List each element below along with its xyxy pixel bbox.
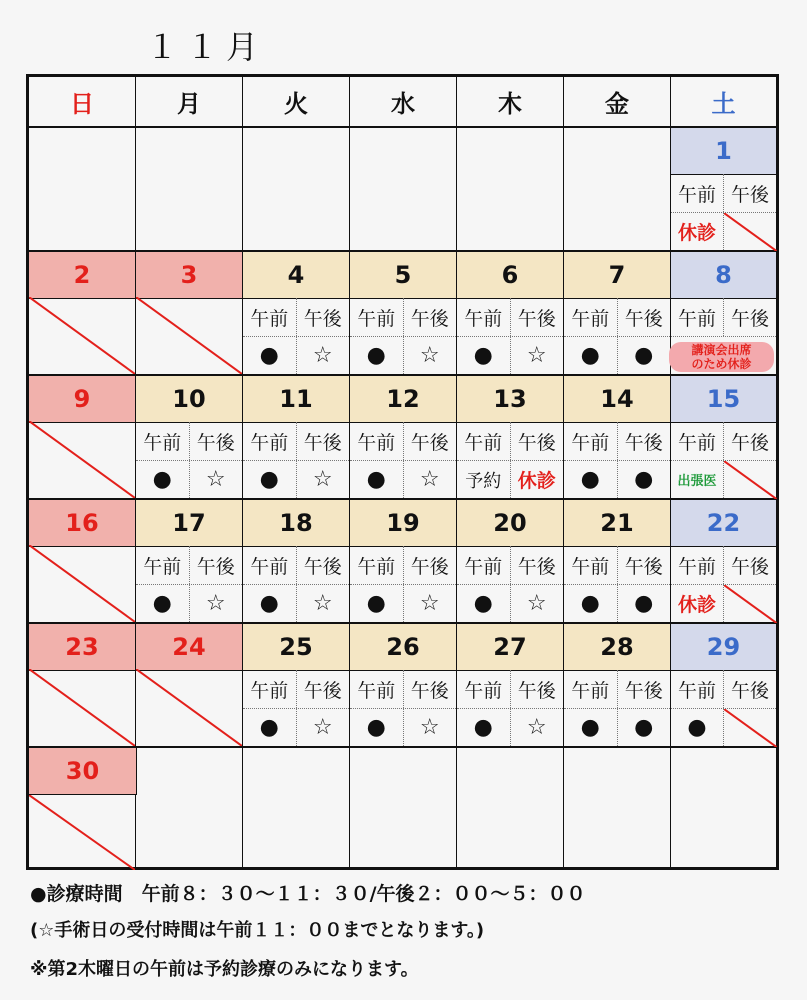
- weekday-header: 月: [136, 77, 243, 128]
- day-cell: [564, 748, 671, 870]
- pm-label: 午後: [624, 555, 663, 578]
- surgery-day-note: (☆手術日の受付時間は午前１１：００までとなります。): [30, 920, 485, 941]
- day-cell: [29, 748, 136, 870]
- day-cell: [350, 500, 457, 624]
- am-label: 午前: [350, 298, 404, 336]
- day-number: 29: [671, 624, 776, 671]
- am-status: ●: [350, 337, 404, 374]
- am-pm-labels: [671, 670, 776, 709]
- day-cell: [29, 128, 136, 252]
- pm-status: [724, 461, 776, 498]
- am-status: ●: [350, 461, 404, 498]
- day-cell: [243, 128, 350, 252]
- day-number: 27: [457, 624, 563, 671]
- pm-label: 午後: [517, 431, 556, 454]
- am-pm-labels: [136, 546, 242, 585]
- am-status: ●: [457, 585, 511, 622]
- day-cell: [350, 252, 457, 376]
- clinic-hours: ●診療時間 午前８：３０～１１：３０/午後２：００～５：００: [30, 883, 586, 905]
- diagonal-line: [724, 461, 777, 499]
- day-cell: [350, 748, 457, 870]
- day-number: 22: [671, 500, 776, 547]
- day-cell: [457, 376, 564, 500]
- am-status: 休診: [671, 213, 724, 250]
- pm-label: 午後: [410, 679, 449, 702]
- day-cell: [457, 252, 564, 376]
- status-row: [457, 461, 563, 498]
- day-cell: [457, 624, 564, 748]
- pm-status: ☆: [312, 343, 333, 368]
- diagonal-line: [29, 795, 135, 870]
- am-label: 午前: [243, 670, 297, 708]
- day-cell: [136, 748, 243, 870]
- am-label: 午前: [350, 670, 404, 708]
- pm-label: 午後: [196, 555, 235, 578]
- am-status: ●: [136, 585, 190, 622]
- am-status: ●: [564, 337, 618, 374]
- am-status: ●: [243, 585, 297, 622]
- status-row: [350, 461, 456, 498]
- am-pm-labels: [671, 174, 776, 213]
- pm-label: 午後: [730, 679, 769, 702]
- status-row: [671, 709, 776, 746]
- day-cell: [350, 128, 457, 252]
- am-label: 午前: [136, 422, 190, 460]
- pm-label: 午後: [517, 555, 556, 578]
- diagonal-line: [29, 297, 135, 374]
- status-row: [671, 337, 776, 374]
- status-row: [136, 461, 242, 498]
- am-status: ●: [243, 461, 297, 498]
- am-status: 予約: [457, 461, 511, 498]
- day-cell: [350, 376, 457, 500]
- status-row: [136, 585, 242, 622]
- am-pm-labels: [457, 422, 563, 461]
- pm-status: ☆: [312, 591, 333, 616]
- day-number: 23: [29, 624, 135, 671]
- am-pm-labels: [564, 546, 670, 585]
- pm-label: 午後: [624, 431, 663, 454]
- am-pm-labels: [350, 670, 456, 709]
- am-status: ●: [243, 337, 297, 374]
- am-pm-labels: [350, 422, 456, 461]
- day-cell: [457, 748, 564, 870]
- day-number: 4: [243, 252, 349, 299]
- am-label: 午前: [457, 546, 511, 584]
- day-cell: [29, 500, 136, 624]
- am-status: ●: [457, 709, 511, 746]
- am-label: 午前: [243, 422, 297, 460]
- status-row: [350, 585, 456, 622]
- pm-label: 午後: [303, 679, 342, 702]
- am-pm-labels: [671, 422, 776, 461]
- day-number: 17: [136, 500, 242, 547]
- am-label: 午前: [564, 422, 618, 460]
- pm-status: ☆: [526, 343, 547, 368]
- day-number: 11: [243, 376, 349, 423]
- closed-diagonal: [29, 795, 135, 870]
- am-status: ●: [350, 709, 404, 746]
- day-number: 24: [136, 624, 242, 671]
- day-cell: [564, 624, 671, 748]
- am-status: ●: [457, 337, 511, 374]
- day-cell: [671, 500, 776, 624]
- am-status: ●: [350, 585, 404, 622]
- status-row: [457, 709, 563, 746]
- status-row: [457, 585, 563, 622]
- day-cell: [136, 376, 243, 500]
- status-row: [564, 461, 670, 498]
- day-number: 12: [350, 376, 456, 423]
- pm-status: ☆: [526, 591, 547, 616]
- am-label: 午前: [671, 174, 724, 212]
- status-row: [671, 585, 776, 622]
- pm-label: 午後: [624, 679, 663, 702]
- day-cell: [671, 748, 776, 870]
- pm-status: ☆: [312, 467, 333, 492]
- am-label: 午前: [564, 298, 618, 336]
- day-cell: [29, 376, 136, 500]
- pm-label: 午後: [410, 431, 449, 454]
- pm-label: 午後: [303, 307, 342, 330]
- day-number: 8: [671, 252, 776, 299]
- am-label: 午前: [243, 546, 297, 584]
- am-label: 午前: [671, 422, 724, 460]
- pm-status: ☆: [526, 715, 547, 740]
- am-label: 午前: [564, 670, 618, 708]
- closed-diagonal: [29, 669, 135, 746]
- diagonal-line: [136, 297, 242, 374]
- am-pm-labels: [243, 546, 349, 585]
- weekday-header: 金: [564, 77, 671, 128]
- pm-label: 午後: [410, 555, 449, 578]
- pm-status: ●: [634, 591, 654, 616]
- thursday-note: ※第2木曜日の午前は予約診療のみになります。: [30, 959, 419, 980]
- pm-status: 休診: [517, 470, 556, 492]
- pm-status: ●: [634, 715, 654, 740]
- am-label: 午前: [136, 546, 190, 584]
- day-cell: [564, 500, 671, 624]
- diagonal-line: [136, 669, 242, 746]
- am-pm-labels: [564, 422, 670, 461]
- am-label: 午前: [350, 422, 404, 460]
- day-cell: [136, 252, 243, 376]
- pm-label: 午後: [303, 555, 342, 578]
- status-row: [350, 337, 456, 374]
- pm-label: 午後: [730, 183, 769, 206]
- day-number: 14: [564, 376, 670, 423]
- pm-status: ☆: [312, 715, 333, 740]
- diagonal-line: [29, 421, 135, 498]
- am-status: ●: [564, 585, 618, 622]
- pm-status: ●: [634, 467, 654, 492]
- pm-label: 午後: [196, 431, 235, 454]
- am-status: 出張医: [671, 461, 724, 498]
- pm-label: 午後: [517, 679, 556, 702]
- closed-diagonal: [136, 297, 242, 374]
- day-number: 15: [671, 376, 776, 423]
- diagonal-line: [724, 585, 777, 623]
- pm-status: ●: [634, 343, 654, 368]
- day-cell: [136, 624, 243, 748]
- day-number: 18: [243, 500, 349, 547]
- pm-label: 午後: [303, 431, 342, 454]
- day-number: 10: [136, 376, 242, 423]
- day-number: 7: [564, 252, 670, 299]
- day-cell: [564, 376, 671, 500]
- day-cell: [350, 624, 457, 748]
- pm-label: 午後: [517, 307, 556, 330]
- month-title: １１月: [146, 28, 267, 66]
- pm-label: 午後: [624, 307, 663, 330]
- closed-diagonal: [136, 669, 242, 746]
- day-number: 19: [350, 500, 456, 547]
- am-pm-labels: [457, 546, 563, 585]
- day-number: 28: [564, 624, 670, 671]
- day-number: 20: [457, 500, 563, 547]
- am-label: 午前: [350, 546, 404, 584]
- am-pm-labels: [564, 298, 670, 337]
- weekday-header: 土: [671, 77, 776, 128]
- pm-status: [724, 585, 776, 622]
- am-pm-labels: [671, 298, 776, 337]
- status-row: [671, 213, 776, 250]
- weekday-header: 木: [457, 77, 564, 128]
- closed-diagonal: [29, 545, 135, 622]
- diagonal-line: [724, 709, 777, 747]
- day-number: 21: [564, 500, 670, 547]
- am-pm-labels: [671, 546, 776, 585]
- day-cell: [243, 376, 350, 500]
- diagonal-line: [29, 669, 135, 746]
- day-number: 16: [29, 500, 135, 547]
- day-number: 3: [136, 252, 242, 299]
- am-pm-labels: [457, 670, 563, 709]
- calendar-grid: [26, 74, 779, 870]
- weekday-header: 火: [243, 77, 350, 128]
- status-row: [243, 461, 349, 498]
- day-cell: [671, 128, 776, 252]
- am-status: ●: [243, 709, 297, 746]
- status-row: [243, 337, 349, 374]
- pm-status: ☆: [419, 591, 440, 616]
- pm-status: ☆: [419, 715, 440, 740]
- day-cell: [564, 252, 671, 376]
- weekday-header: 日: [29, 77, 136, 128]
- status-row: [457, 337, 563, 374]
- am-pm-labels: [350, 298, 456, 337]
- status-row: [671, 461, 776, 498]
- day-cell: [243, 624, 350, 748]
- am-pm-labels: [243, 298, 349, 337]
- pm-label: 午後: [730, 555, 769, 578]
- day-cell: [243, 252, 350, 376]
- day-cell: [29, 252, 136, 376]
- am-pm-labels: [136, 422, 242, 461]
- am-label: 午前: [564, 546, 618, 584]
- am-label: 午前: [671, 298, 724, 336]
- day-number: 26: [350, 624, 456, 671]
- day-cell: [457, 128, 564, 252]
- am-label: 午前: [671, 670, 724, 708]
- am-label: 午前: [243, 298, 297, 336]
- pm-status: [724, 709, 776, 746]
- diagonal-line: [29, 545, 135, 622]
- day-number: 13: [457, 376, 563, 423]
- day-number: 2: [29, 252, 135, 299]
- pm-status: ☆: [205, 467, 226, 492]
- day-cell: [136, 500, 243, 624]
- closed-diagonal: [29, 421, 135, 498]
- status-row: [243, 585, 349, 622]
- day-cell: [671, 376, 776, 500]
- day-number: 1: [671, 128, 776, 175]
- status-row: [564, 585, 670, 622]
- am-label: 午前: [457, 422, 511, 460]
- pm-status: ☆: [419, 467, 440, 492]
- status-row: [564, 709, 670, 746]
- pm-status: ☆: [205, 591, 226, 616]
- day-cell: [671, 252, 776, 376]
- am-status: ●: [564, 461, 618, 498]
- weekday-header: 水: [350, 77, 457, 128]
- status-row: [350, 709, 456, 746]
- day-number: 25: [243, 624, 349, 671]
- am-label: 午前: [457, 670, 511, 708]
- pm-status: ☆: [419, 343, 440, 368]
- am-pm-labels: [243, 670, 349, 709]
- status-row: [243, 709, 349, 746]
- am-pm-labels: [243, 422, 349, 461]
- day-number: 9: [29, 376, 135, 423]
- day-cell: [671, 624, 776, 748]
- am-pm-labels: [457, 298, 563, 337]
- day-cell: [457, 500, 564, 624]
- day-cell: [243, 500, 350, 624]
- day-number: 6: [457, 252, 563, 299]
- day-number: 5: [350, 252, 456, 299]
- closed-note: 講演会出席 のため休診: [669, 342, 774, 372]
- pm-status: [724, 213, 776, 250]
- day-cell: [29, 624, 136, 748]
- am-pm-labels: [350, 546, 456, 585]
- day-number: 30: [29, 748, 137, 795]
- am-label: 午前: [457, 298, 511, 336]
- pm-label: 午後: [730, 431, 769, 454]
- pm-label: 午後: [410, 307, 449, 330]
- am-status: ●: [136, 461, 190, 498]
- am-pm-labels: [564, 670, 670, 709]
- am-label: 午前: [671, 546, 724, 584]
- diagonal-line: [724, 213, 777, 251]
- am-status: ●: [671, 709, 724, 746]
- day-cell: [136, 128, 243, 252]
- pm-label: 午後: [730, 307, 769, 330]
- status-row: [564, 337, 670, 374]
- day-cell: [564, 128, 671, 252]
- day-cell: [243, 748, 350, 870]
- am-status: 休診: [671, 585, 724, 622]
- closed-diagonal: [29, 297, 135, 374]
- am-status: ●: [564, 709, 618, 746]
